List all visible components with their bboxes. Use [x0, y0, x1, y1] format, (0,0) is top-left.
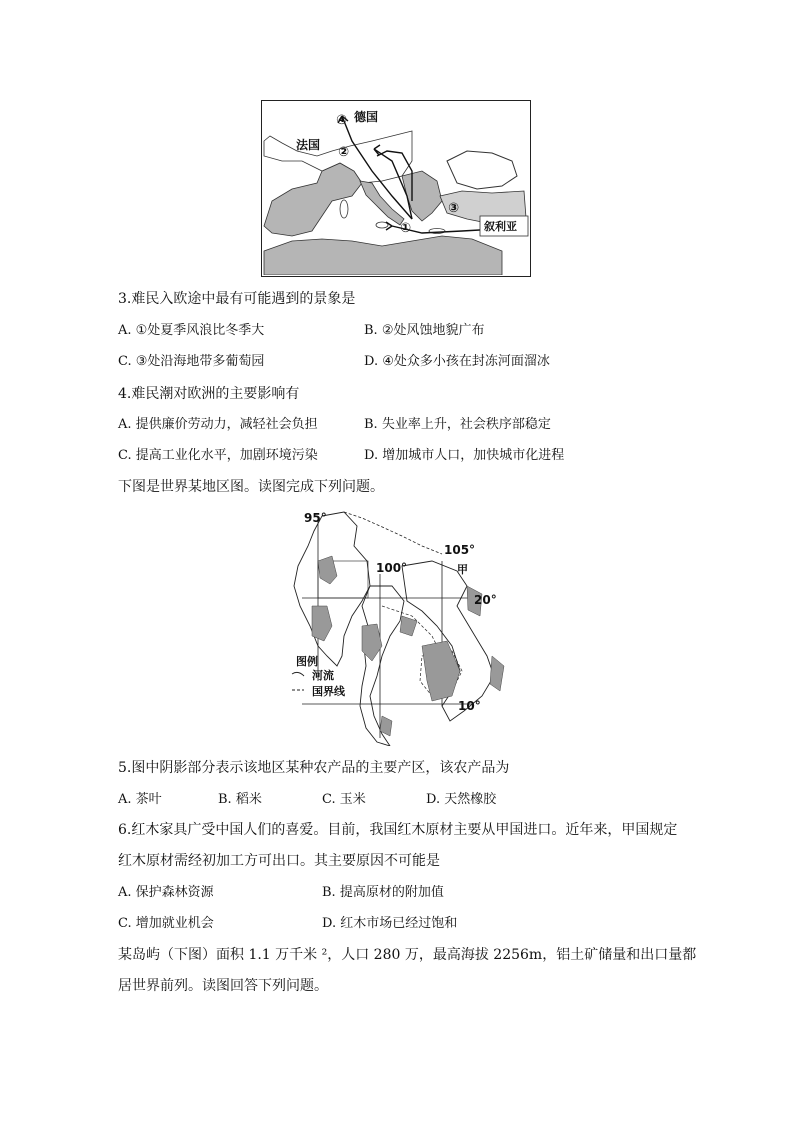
label-germany: 德国	[354, 110, 379, 124]
q5-option-d: D. 天然橡胶	[426, 792, 497, 807]
q6-option-b: B. 提高原材的附加值	[322, 885, 444, 900]
q6-stem-line1: 6.红木家具广受中国人们的喜爱。目前，我国红木原材主要从甲国进口。近年来，甲国规定	[118, 822, 678, 838]
marker-2: ②	[338, 145, 350, 160]
island-intro-line1: 某岛屿（下图）面积 1.1 万千米 ²，人口 280 万，最高海拔 2256m，铝土矿储量和出口量都	[118, 947, 697, 963]
q3-option-a: A. ①处夏季风浪比冬季大	[118, 323, 265, 338]
q5-option-b: B. 稻米	[218, 792, 262, 807]
legend-title: 图例	[296, 655, 318, 668]
label-lon-105: 105°	[444, 543, 476, 557]
label-country-jia: 甲	[457, 563, 468, 576]
label-lat-10: 10°	[458, 699, 481, 713]
q3-option-d: D. ④处众多小孩在封冻河面溜冰	[364, 354, 550, 369]
q6-option-d: D. 红木市场已经过饱和	[322, 916, 458, 931]
q6-option-a: A. 保护森林资源	[118, 885, 214, 900]
marker-4: ④	[336, 113, 348, 128]
europe-refugee-route-map	[261, 100, 531, 277]
q3-option-c: C. ③处沿海地带多葡萄园	[118, 354, 265, 369]
q5-option-a: A. 茶叶	[118, 792, 162, 807]
marker-1: ①	[400, 221, 412, 236]
q6-stem-line2: 红木原材需经初加工方可出口。其主要原因不可能是	[118, 853, 440, 869]
legend-river: 河流	[312, 669, 334, 682]
q5-stem: 5.图中阴影部分表示该地区某种农产品的主要产区，该农产品为	[118, 760, 510, 776]
southeast-asia-map	[282, 506, 522, 746]
q3-option-b: B. ②处风蚀地貌广布	[364, 323, 485, 338]
southeast-asia-map-drawing	[282, 506, 522, 746]
europe-map-drawing	[262, 101, 529, 275]
q5-option-c: C. 玉米	[322, 792, 366, 807]
q3-stem: 3.难民入欧途中最有可能遇到的景象是	[118, 291, 356, 307]
q4-option-a: A. 提供廉价劳动力，减轻社会负担	[118, 417, 318, 432]
label-france: 法国	[296, 138, 321, 152]
legend-border: 国界线	[312, 685, 345, 698]
q4-option-b: B. 失业率上升，社会秩序部稳定	[364, 417, 551, 432]
label-lon-100: 100°	[376, 561, 408, 575]
label-syria: 叙利亚	[484, 220, 517, 233]
island-intro-line2: 居世界前列。读图回答下列问题。	[118, 978, 328, 994]
label-lon-95: 95°	[304, 511, 327, 525]
label-lat-20: 20°	[474, 593, 497, 607]
q4-option-d: D. 增加城市人口，加快城市化进程	[364, 448, 565, 463]
q4-option-c: C. 提高工业化水平，加剧环境污染	[118, 448, 318, 463]
q4-stem: 4.难民潮对欧洲的主要影响有	[118, 386, 300, 402]
map2-intro: 下图是世界某地区图。读图完成下列问题。	[118, 479, 384, 495]
marker-3: ③	[448, 201, 460, 216]
q6-option-c: C. 增加就业机会	[118, 916, 214, 931]
